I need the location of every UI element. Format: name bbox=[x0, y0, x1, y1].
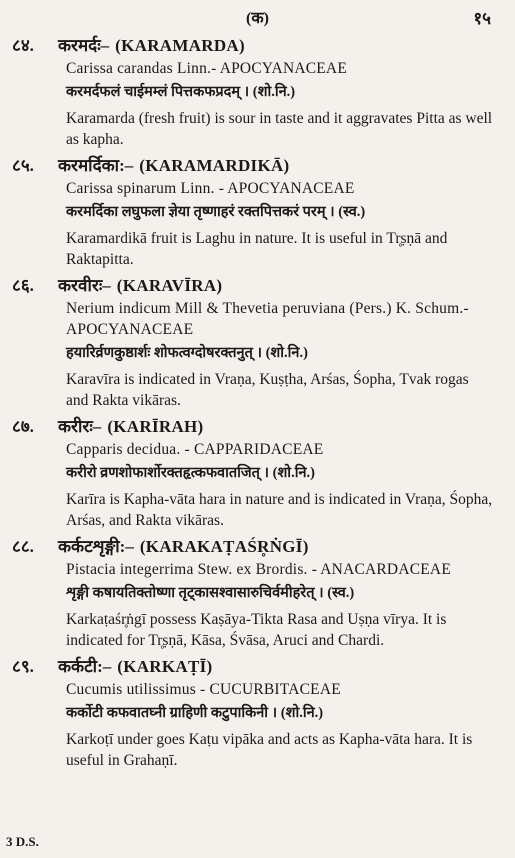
sanskrit-verse: करमर्दफलं चाईमम्लं पित्तकफप्रदम् । (शो.नि.) bbox=[66, 84, 296, 100]
botanical-name: Nerium indicum Mill & Thevetia peruviana (Pers.) K. Schum.-APOCYANACEAE bbox=[66, 300, 469, 338]
entry-karavira bbox=[0, 274, 515, 411]
entry-karakatasrngi bbox=[0, 535, 515, 651]
page-header bbox=[0, 6, 515, 30]
entry-title-line bbox=[58, 34, 245, 58]
entry-number: ८५. bbox=[12, 156, 34, 175]
entry-description: Karkaṭaśr̥ṅgī possess Kaṣāya-Tikta Rasa and Uṣṇa vīrya. It is indicated for Tr̥ṣṇā, Kāsa, Śvāsa, Aruci and Chardi. bbox=[66, 611, 447, 649]
sanskrit-name: करवीरः– bbox=[58, 276, 111, 295]
entry-karamardika bbox=[0, 154, 515, 270]
page-number: १५ bbox=[473, 9, 491, 28]
entry-description: Karavīra is indicated in Vraṇa, Kuṣṭha, Arśas, Śopha, Tvak rogas and Rakta vikāras. bbox=[66, 371, 469, 409]
sanskrit-name: कर्कटी:– bbox=[58, 657, 112, 676]
botanical-name: Cucumis utilissimus - CUCURBITACEAE bbox=[66, 681, 341, 698]
english-name: (KARAMARDA) bbox=[115, 36, 245, 55]
botanical-name: Capparis decidua. - CAPPARIDACEAE bbox=[66, 441, 324, 458]
english-name: (KARAKAṬAŚR̥ṄGĪ) bbox=[139, 537, 309, 556]
entry-number: ८४. bbox=[12, 36, 34, 55]
entry-description: Karamarda (fresh fruit) is sour in taste and it aggravates Pitta as well as kapha. bbox=[66, 110, 493, 148]
english-name: (KARAMARDIKĀ) bbox=[139, 156, 290, 175]
entry-title-line bbox=[58, 535, 309, 559]
entry-description: Karamardikā fruit is Laghu in nature. It is useful in Tr̥ṣṇā and Raktapitta. bbox=[66, 230, 448, 268]
entry-heading bbox=[0, 274, 515, 298]
entry-number: ८९. bbox=[12, 657, 34, 676]
sanskrit-name: करमर्दिका:– bbox=[58, 156, 134, 175]
entry-title-line bbox=[58, 655, 213, 679]
entry-karkati bbox=[0, 655, 515, 771]
entry-heading bbox=[0, 154, 515, 178]
english-name: (KARAVĪRA) bbox=[116, 276, 223, 295]
entry-number: ८६. bbox=[12, 276, 34, 295]
printer-signature: 3 D.S. bbox=[6, 834, 39, 849]
english-name: (KARĪRAH) bbox=[107, 417, 204, 436]
entry-number: ८७. bbox=[12, 417, 34, 436]
sanskrit-verse: हयारिर्व्रणकुष्ठार्शः शोफत्वग्दोषरक्तनुत् । (शो.नि.) bbox=[66, 345, 308, 361]
section-label: (क) bbox=[246, 10, 269, 27]
entry-description: Karkoṭī under goes Kaṭu vipāka and acts as Kapha-vāta hara. It is useful in Grahaṇī. bbox=[66, 731, 473, 769]
english-name: (KARKAṬĪ) bbox=[117, 657, 213, 676]
sanskrit-verse: करीरो व्रणशोफार्शोरक्तहृत्कफवातजित् । (शो.नि.) bbox=[66, 465, 315, 481]
botanical-name: Carissa carandas Linn.- APOCYANACEAE bbox=[66, 60, 347, 77]
entry-karirah bbox=[0, 415, 515, 531]
entry-heading bbox=[0, 34, 515, 58]
entry-list bbox=[0, 34, 515, 775]
botanical-name: Pistacia integerrima Stew. ex Brordis. - ANACARDACEAE bbox=[66, 561, 451, 578]
entry-number: ८८. bbox=[12, 537, 34, 556]
sanskrit-name: करीरः– bbox=[58, 417, 102, 436]
botanical-name: Carissa spinarum Linn. - APOCYANACEAE bbox=[66, 180, 355, 197]
entry-karamarda bbox=[0, 34, 515, 150]
sanskrit-verse: कर्कोटी कफवातघ्नी ग्राहिणी कटुपाकिनी । (शो.नि.) bbox=[66, 705, 324, 721]
sanskrit-name: कर्कटशृङ्गी:– bbox=[58, 537, 134, 556]
sanskrit-verse: शृङ्गी कषायतिक्तोष्णा तृट्कासश्वासारुचिर्वमीहरेत् । (स्व.) bbox=[66, 585, 355, 601]
entry-heading bbox=[0, 655, 515, 679]
sanskrit-verse: करमर्दिका लघुफला ज्ञेया तृष्णाहरं रक्तपित्तकरं परम् । (स्व.) bbox=[66, 204, 366, 220]
entry-title-line bbox=[58, 274, 222, 298]
entry-heading bbox=[0, 415, 515, 439]
entry-title-line bbox=[58, 154, 290, 178]
entry-title-line bbox=[58, 415, 204, 439]
sanskrit-name: करमर्दः– bbox=[58, 36, 110, 55]
entry-heading bbox=[0, 535, 515, 559]
entry-description: Karīra is Kapha-vāta hara in nature and is indicated in Vraṇa, Śopha, Arśas, and Rakta vikāras. bbox=[66, 491, 493, 529]
